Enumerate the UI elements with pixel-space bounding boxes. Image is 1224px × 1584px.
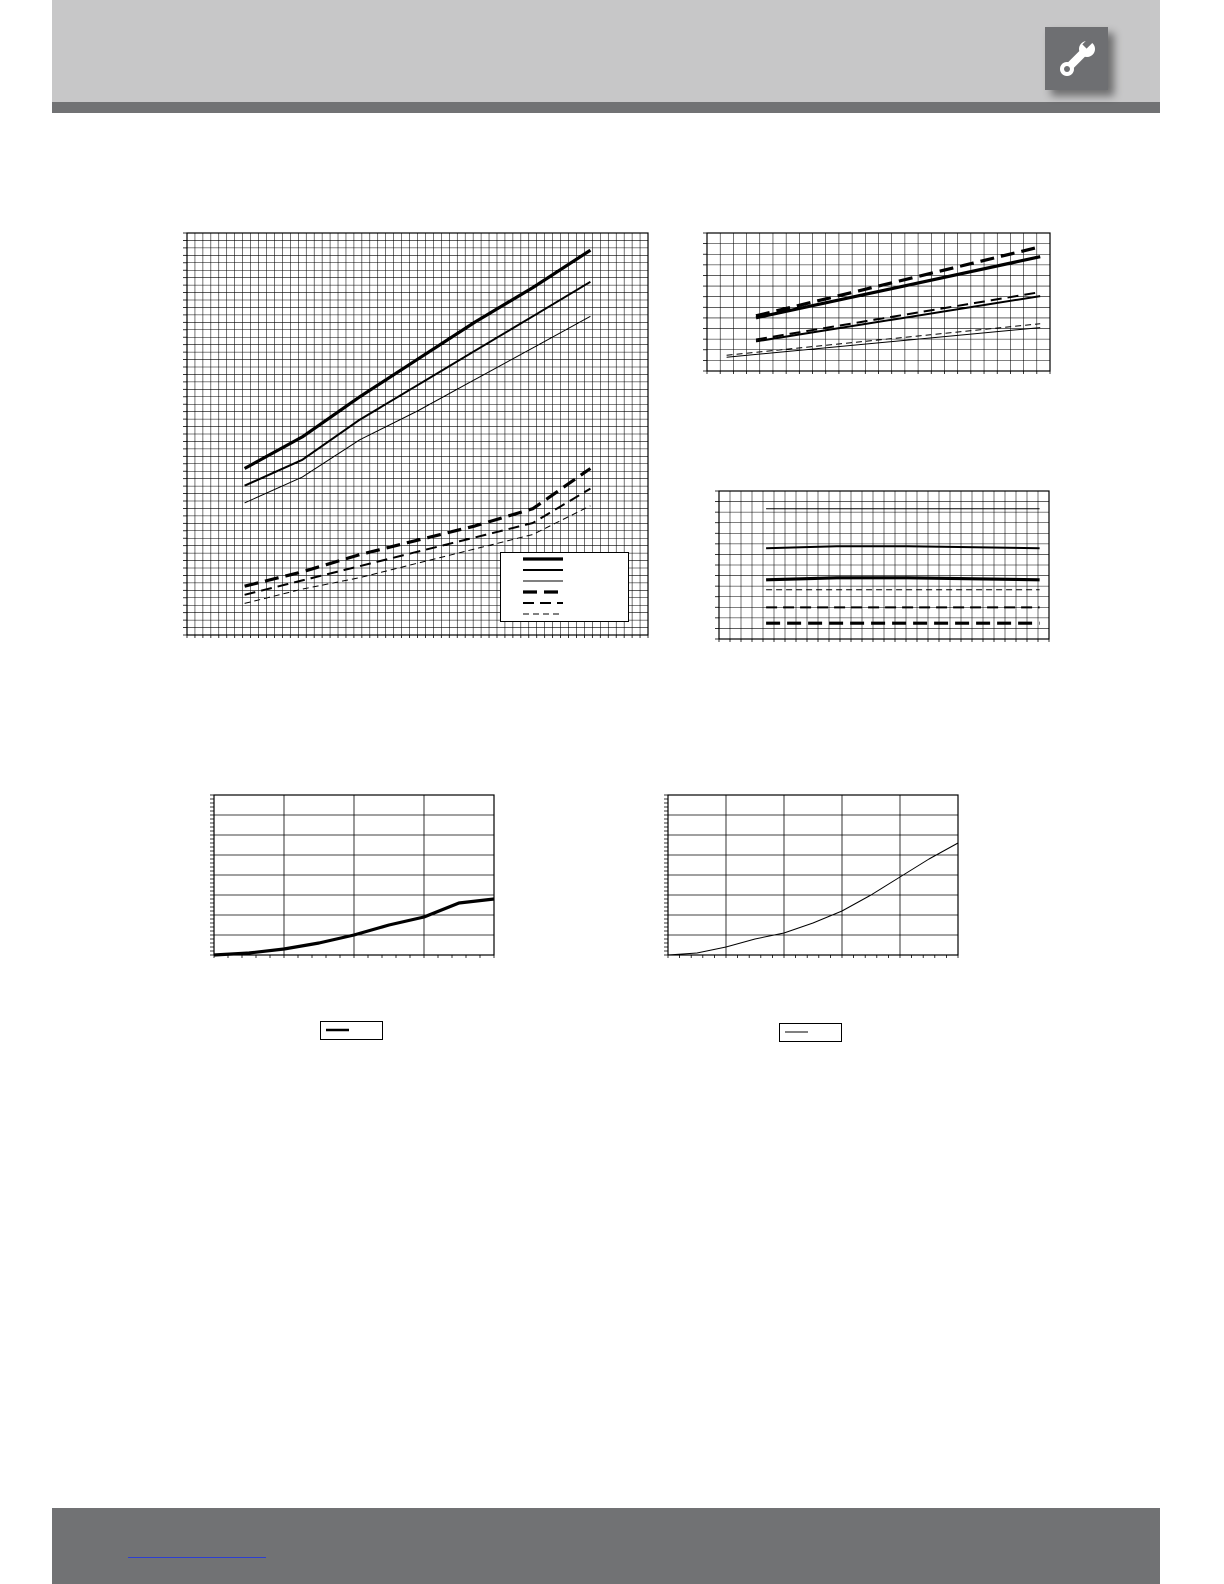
chart-middle-right (714, 486, 1058, 644)
chart-bottom-right-legend (779, 1023, 842, 1042)
series-line-5 (727, 328, 1041, 358)
header-rule (52, 102, 1160, 113)
grid (715, 491, 1049, 642)
series-line-0 (668, 843, 958, 955)
chart-bottom-left-legend (320, 1021, 383, 1040)
chart-bottom-left (204, 790, 500, 962)
chart-top-right (700, 228, 1058, 376)
chart-bottom-right (660, 790, 966, 962)
series-line-1 (766, 546, 1040, 548)
header-band (52, 0, 1160, 102)
chart-bottom-right-legend-key (780, 1024, 841, 1041)
series-line-0 (756, 247, 1040, 316)
footer-band (52, 1508, 1160, 1584)
chart-main-legend (500, 552, 629, 622)
footer-link[interactable] (128, 1557, 266, 1558)
series-line-2 (756, 292, 1040, 339)
series-line-2 (766, 578, 1040, 580)
tool-badge (1045, 27, 1108, 90)
series-line-1 (756, 257, 1040, 318)
chart-main-legend-keys (501, 553, 628, 621)
grid (210, 795, 494, 958)
grid (664, 795, 958, 958)
series-line-3 (756, 296, 1040, 341)
chart-bottom-left-legend-key (321, 1022, 382, 1039)
wrench-icon (1055, 37, 1099, 81)
